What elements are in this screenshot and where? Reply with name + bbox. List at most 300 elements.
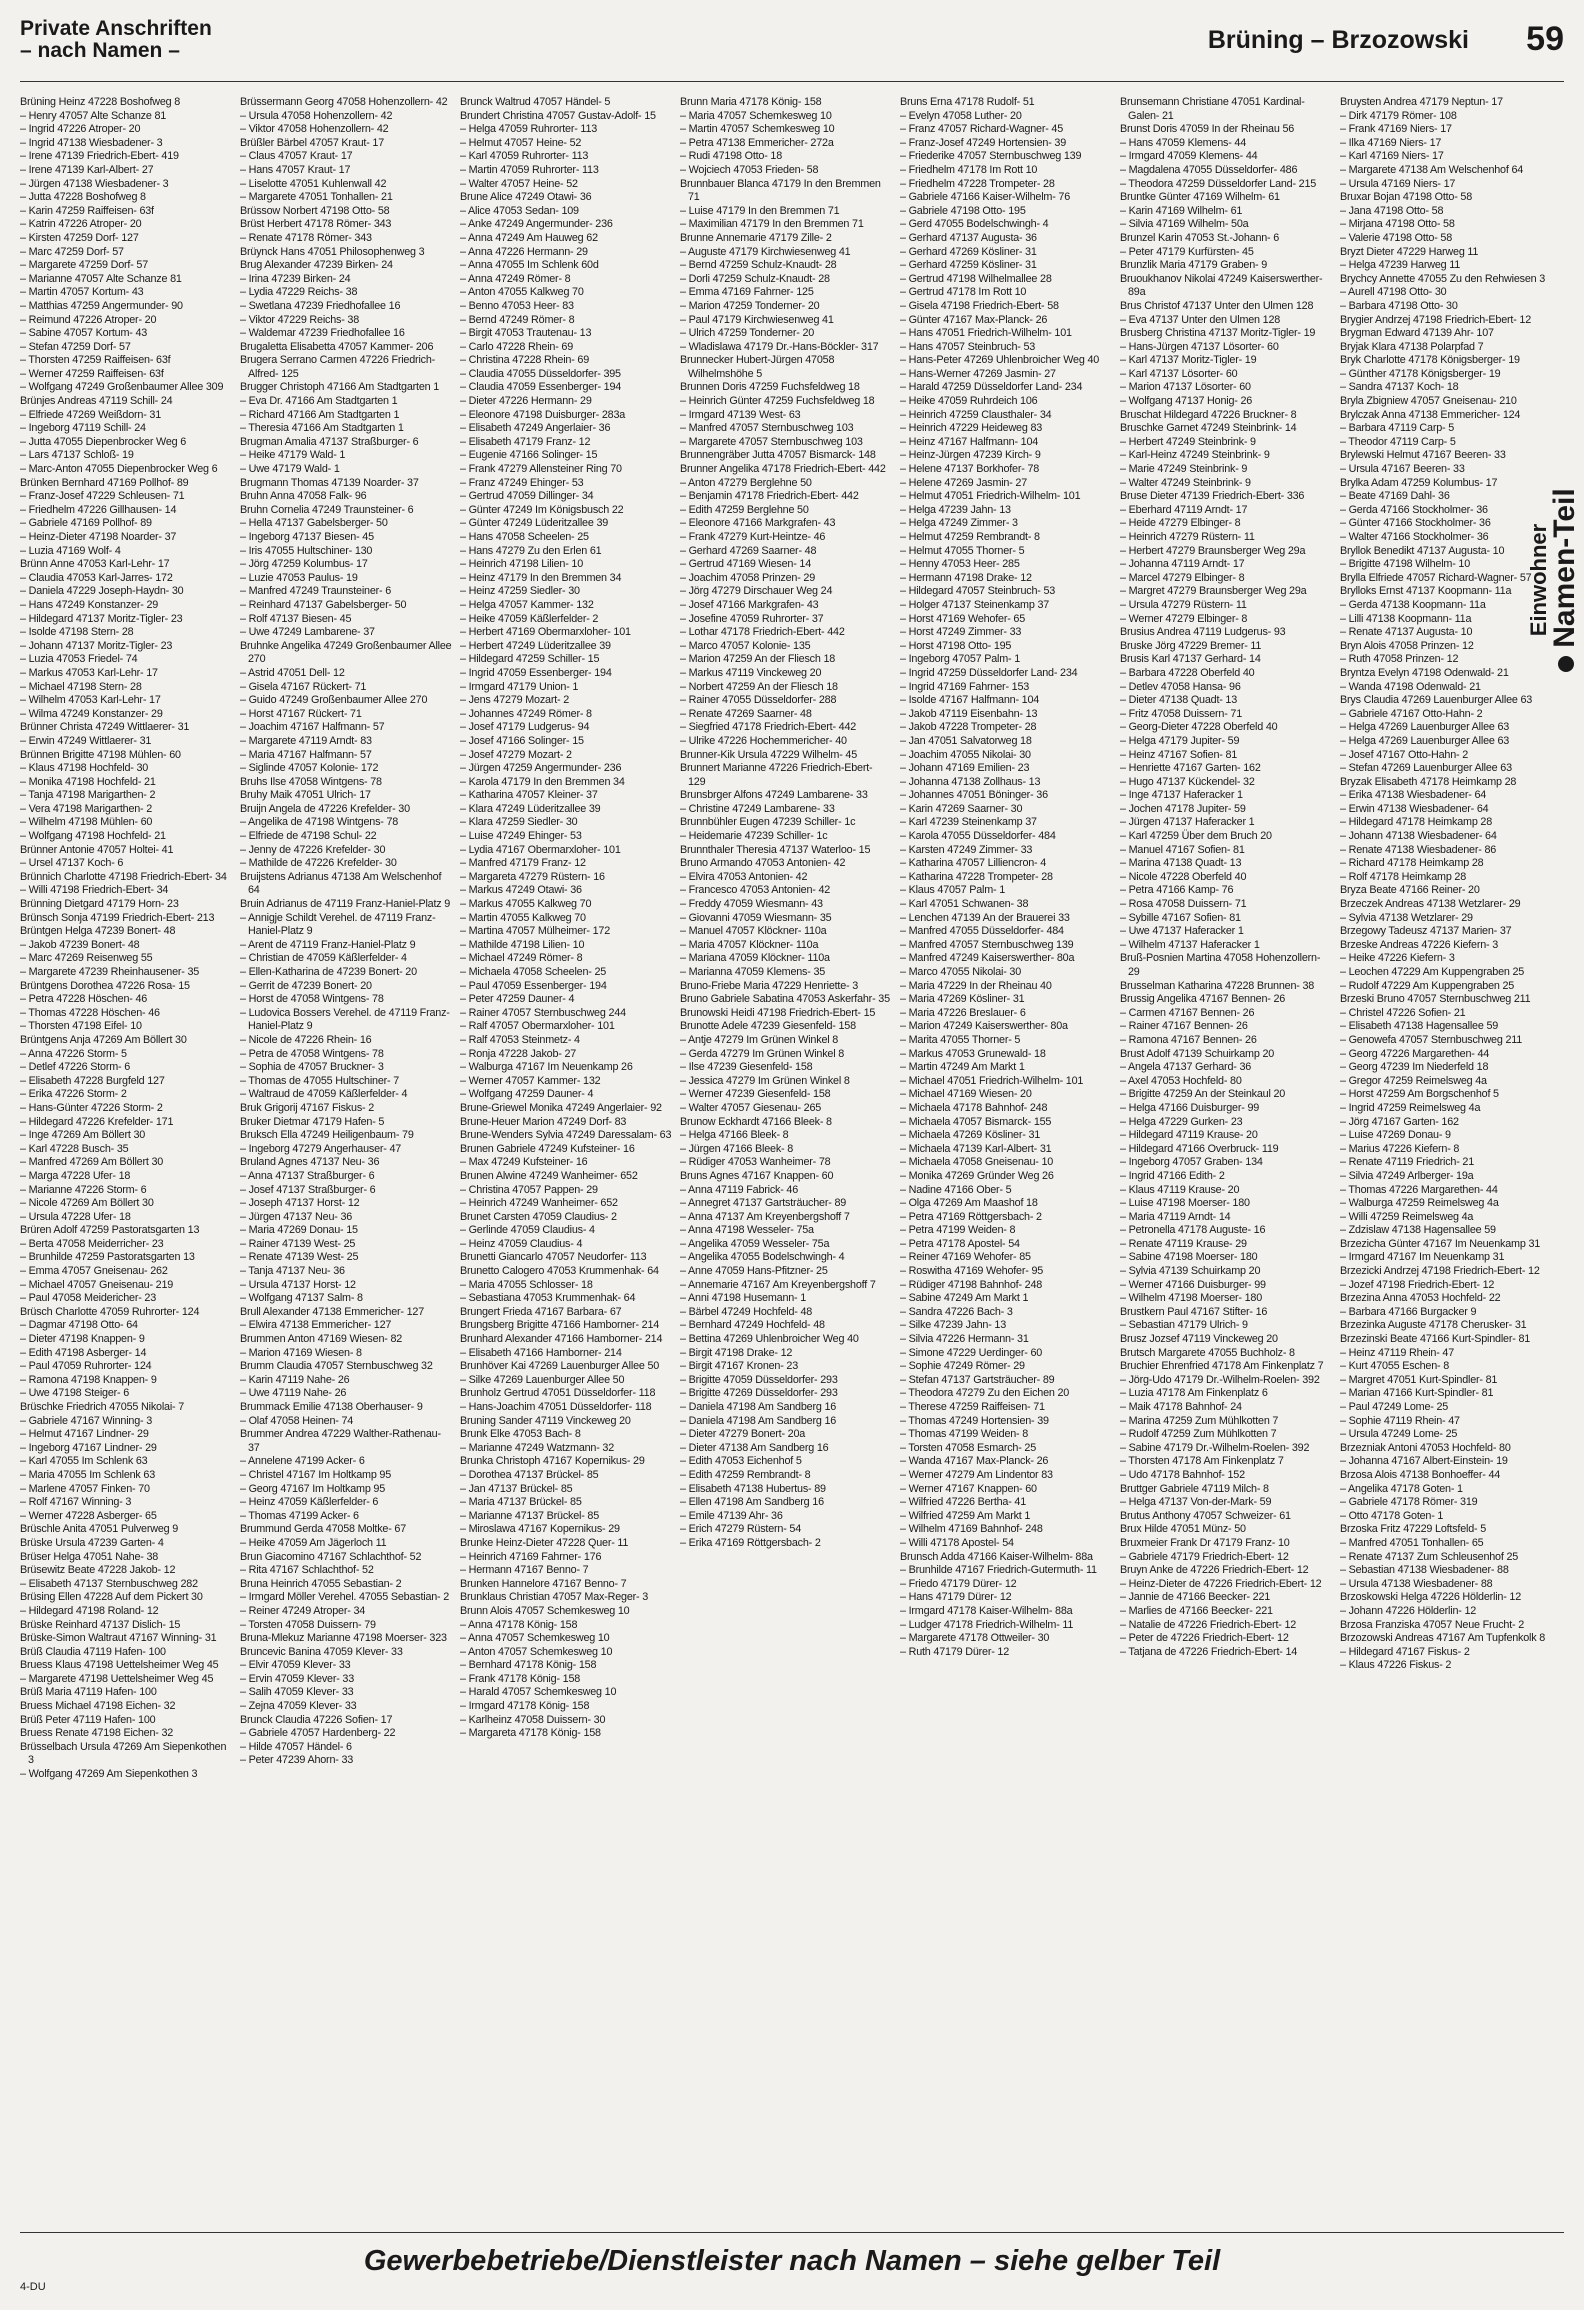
directory-entry: – Michael 47169 Wiesen- 20 <box>900 1088 1032 1101</box>
directory-entry: – Horst 47169 Wehofer- 65 <box>900 612 1026 625</box>
directory-entry: – Hans 47249 Konstanzer- 29 <box>20 598 159 611</box>
directory-entry: Brzezinski Beate 47166 Kurt-Spindler- 81 <box>1340 1333 1531 1346</box>
directory-entry: Brunotte Adele 47239 Giesenfeld- 158 <box>680 1020 856 1033</box>
directory-entry: – Karola 47055 Düsseldorfer- 484 <box>900 830 1056 843</box>
directory-entry: – Gabriele 47167 Otto-Hahn- 2 <box>1340 707 1483 720</box>
directory-entry: – Anton 47057 Schemkesweg 10 <box>460 1645 613 1658</box>
directory-entry: – Hella 47137 Gabelsberger- 50 <box>240 517 388 530</box>
directory-entry: Brunhöver Kai 47269 Lauenburger Allee 50 <box>460 1360 660 1373</box>
directory-entry: – Irmgard 47178 König- 158 <box>460 1700 590 1713</box>
directory-entry: – Ingeborg 47279 Angerhauser- 47 <box>240 1142 402 1155</box>
directory-entry: – Walburga 47259 Reimelsweg 4a <box>1340 1197 1499 1210</box>
directory-entry: – Karsten 47249 Zimmer- 33 <box>900 843 1033 856</box>
directory-entry: – Jakob 47119 Eisenbahn- 13 <box>900 707 1038 720</box>
directory-entry: Bruhy Maik 47051 Ulrich- 17 <box>240 789 371 802</box>
directory-entry: – Werner 47279 Am Lindentor 83 <box>900 1468 1053 1481</box>
directory-entry: – Valerie 47198 Otto- 58 <box>1340 231 1453 244</box>
directory-entry: – Franz-Josef 47249 Hortensien- 39 <box>900 136 1067 149</box>
directory-entry: – Ingeborg 47057 Graben- 134 <box>1120 1156 1263 1169</box>
directory-entry: – Helene 47137 Borkhofer- 78 <box>900 463 1040 476</box>
directory-entry: – Therese 47259 Raiffeisen- 71 <box>900 1401 1045 1413</box>
directory-entry: – Barbara 47228 Oberfeld 40 <box>1120 666 1255 679</box>
directory-entry: – Wolfgang 47259 Dauner- 4 <box>460 1088 594 1101</box>
directory-entry: Brzezniak Antoni 47053 Hochfeld- 80 <box>1340 1441 1511 1454</box>
directory-entry: – Marion 47169 Wiesen- 8 <box>240 1346 362 1359</box>
section-side-label <box>1526 300 1581 860</box>
directory-entry: – Maria 47055 Im Schlenk 63 <box>20 1468 156 1481</box>
directory-entry: Bruschke Garnet 47249 Steinbrink- 14 <box>1120 422 1297 435</box>
directory-entry: – Evelyn 47058 Luther- 20 <box>900 109 1022 122</box>
directory-entry: – Gerhard 47269 Kösliner- 31 <box>900 245 1037 258</box>
directory-entry: – Emma 47169 Fahrner- 125 <box>680 286 814 299</box>
directory-entry: – Renate 47178 Römer- 343 <box>240 231 372 244</box>
directory-entry: – Ursula 47228 Ufer- 18 <box>20 1210 131 1223</box>
header-rule <box>20 81 1564 82</box>
directory-entry: – Maria 47167 Halfmann- 57 <box>240 748 372 761</box>
directory-entry: – Karl 47169 Niers- 17 <box>1340 150 1444 163</box>
directory-entry: – Ingrid 47259 Reimelsweg 4a <box>1340 1101 1481 1114</box>
directory-entry: – Irene 47139 Friedrich-Ebert- 419 <box>20 150 179 163</box>
directory-entry: – Marlene 47057 Finken- 70 <box>20 1482 150 1495</box>
directory-entry: – Benno 47053 Heer- 83 <box>460 299 574 312</box>
directory-entry: Bruland Agnes 47137 Neu- 36 <box>240 1156 380 1169</box>
directory-entry: – Heinz 47259 Siedler- 30 <box>460 585 580 598</box>
directory-entry: – Christina 47228 Rhein- 69 <box>460 354 590 367</box>
directory-entry: – Peter 47239 Ahorn- 33 <box>240 1754 354 1767</box>
directory-entry: – Eugenie 47166 Solinger- 15 <box>460 449 598 462</box>
directory-entry: – Daniela 47198 Am Sandberg 16 <box>680 1414 837 1427</box>
directory-entry: – Angelika de 47198 Wintgens- 78 <box>240 816 399 829</box>
directory-entry: – Lydia 47167 Obermarxloher- 101 <box>460 843 621 856</box>
directory-entry: – Markus 47053 Grunewald- 18 <box>900 1047 1046 1060</box>
directory-entry: – Leochen 47229 Am Kuppengraben 25 <box>1340 966 1525 978</box>
directory-entry: – Maria 47269 Kösliner- 31 <box>900 993 1025 1006</box>
directory-entry: Brünnich Charlotte 47198 Friedrich-Ebert- 34 <box>20 870 227 883</box>
directory-entry: – Henriette 47167 Garten- 162 <box>1120 762 1261 775</box>
directory-entry: – Petronella 47178 Auguste- 16 <box>1120 1224 1266 1237</box>
directory-entry: – Josef 47137 Straßburger- 6 <box>240 1183 376 1196</box>
directory-entry: Brusberg Christina 47137 Moritz-Tigler- 19 <box>1120 327 1316 340</box>
directory-entry: Brünnen Brigitte 47198 Mühlen- 60 <box>20 748 181 761</box>
directory-entry: Brylewski Helmut 47167 Beeren- 33 <box>1340 449 1506 462</box>
directory-entry: Brunken Hannelore 47167 Benno- 7 <box>460 1577 627 1590</box>
directory-entry: Brüst Herbert 47178 Römer- 343 <box>240 218 392 231</box>
directory-entry: – Johann 47138 Wiesbadener- 64 <box>1340 830 1497 843</box>
directory-entry: – Hildegard 47259 Schiller- 15 <box>460 653 600 666</box>
directory-entry: – Manuel 47167 Sofien- 81 <box>1120 843 1245 856</box>
directory-entry: Bruhnke Angelika 47249 Großenbaumer Allee 270 <box>240 639 452 666</box>
directory-entry: – Harald 47259 Düsseldorfer Land- 234 <box>900 381 1083 394</box>
directory-entry: – Petra de 47058 Wintgens- 78 <box>240 1047 384 1060</box>
directory-entry: – Heike 47059 Käßlerfelder- 2 <box>460 612 599 625</box>
directory-entry: – Eva 47137 Unter den Ulmen 128 <box>1120 313 1281 326</box>
directory-entry: Brundert Christina 47057 Gustav-Adolf- 15 <box>460 109 656 122</box>
directory-entry: – Gertrud 47169 Wiesen- 14 <box>680 558 812 571</box>
directory-entry: – Luise 47198 Moerser- 180 <box>1120 1197 1250 1210</box>
directory-entry: Bryzak Elisabeth 47178 Heimkamp 28 <box>1340 775 1517 788</box>
directory-entry: Brzezicha Günter 47167 Im Neuenkamp 31 <box>1340 1237 1541 1250</box>
directory-entry: – Jörg 47279 Dirschauer Weg 24 <box>680 585 833 598</box>
directory-entry: Brunet Carsten 47059 Claudius- 2 <box>460 1210 617 1223</box>
directory-entry: Bryn Alois 47058 Prinzen- 12 <box>1340 639 1474 652</box>
footer-notice: Gewerbebetriebe/Dienstleister nach Namen – siehe gelber Teil <box>363 2245 1221 2277</box>
directory-entry: – Hildegard 47166 Overbruck- 119 <box>1120 1142 1279 1155</box>
directory-entry: – Helmut 47055 Thorner- 5 <box>900 544 1025 557</box>
directory-entry: – Walter 47166 Stockholmer- 36 <box>1340 531 1489 543</box>
directory-entry: – Liselotte 47051 Kuhlenwall 42 <box>240 177 387 190</box>
directory-entry: – Lenchen 47139 An der Brauerei 33 <box>900 911 1070 924</box>
directory-entry: – Maria 47055 Schlosser- 18 <box>460 1278 593 1291</box>
directory-entry: – Christina 47057 Pappen- 29 <box>460 1183 598 1196</box>
directory-entry: – Ilse 47239 Giesenfeld- 158 <box>680 1061 813 1074</box>
directory-entry: – Horst 47198 Otto- 195 <box>900 639 1012 652</box>
directory-entry: – Werner 47167 Knappen- 60 <box>900 1482 1037 1495</box>
directory-entry: – Hildegard 47178 Heimkamp 28 <box>1340 816 1493 829</box>
directory-entry: – Uwe 47179 Wald- 1 <box>240 463 340 476</box>
directory-entry: Bruning Sander 47119 Vinckeweg 20 <box>460 1414 631 1427</box>
directory-entry: – Markus 47119 Vinckeweg 20 <box>680 666 822 679</box>
directory-entry: – Michaela 47057 Bismarck- 155 <box>900 1115 1052 1128</box>
directory-entry: – Günter 47249 Im Königsbusch 22 <box>460 503 624 516</box>
directory-entry: – Hildegard 47198 Roland- 12 <box>20 1604 159 1617</box>
directory-entry: – Zejna 47059 Klever- 33 <box>240 1700 357 1713</box>
directory-entry: – Helmut 47057 Heine- 52 <box>460 136 582 149</box>
directory-entry: – Maria 47229 In der Rheinau 40 <box>900 979 1052 992</box>
directory-entry: – Brunhilde 47259 Pastoratsgarten 13 <box>20 1251 195 1264</box>
directory-entry: Brunsemann Christiane 47051 Kardinal-Galen- 21 <box>1120 96 1305 122</box>
directory-entry: – Claudia 47055 Düsseldorfer- 395 <box>460 367 621 380</box>
directory-entry: – Anna 47198 Wesseler- 75a <box>680 1224 814 1237</box>
directory-entry: Brunklaus Christian 47057 Max-Reger- 3 <box>460 1591 649 1604</box>
directory-entry: – Wilma 47249 Konstanzer- 29 <box>20 707 163 720</box>
directory-entry: – Wojciech 47053 Frieden- 58 <box>680 163 819 176</box>
directory-entry: – Richard 47178 Heimkamp 28 <box>1340 857 1484 870</box>
footer-code: 4-DU <box>20 2281 46 2293</box>
directory-entry: – Marcel 47279 Elbinger- 8 <box>1120 571 1245 584</box>
directory-entry: – Siglinde 47057 Kolonie- 172 <box>240 762 379 775</box>
directory-entry: – Bernhard 47249 Hochfeld- 48 <box>680 1319 825 1332</box>
directory-entry: – Thomas 47226 Margarethen- 44 <box>1340 1183 1498 1196</box>
directory-entry: Brunnecker Hubert-Jürgen 47058 Wilhelmshöhe 5 <box>680 354 835 380</box>
directory-entry: – Ulrich 47259 Tonderner- 20 <box>680 327 815 340</box>
directory-entry: – Gabriele 47166 Kaiser-Wilhelm- 76 <box>900 191 1071 204</box>
directory-entry: – Thomas 47228 Höschen- 46 <box>20 1006 160 1019</box>
directory-entry: Bryza Beate 47166 Reiner- 20 <box>1340 884 1480 897</box>
directory-entry: – Johann 47169 Emilien- 23 <box>900 762 1030 775</box>
directory-entry: – Richard 47166 Am Stadtgarten 1 <box>240 408 400 421</box>
directory-entry: – Karin 47259 Raiffeisen- 63f <box>20 204 154 217</box>
directory-entry: Brüßler Bärbel 47057 Kraut- 17 <box>240 136 385 149</box>
directory-entry: – Alice 47053 Sedan- 109 <box>460 204 579 217</box>
directory-entry: Brusius Andrea 47119 Ludgerus- 93 <box>1120 626 1286 639</box>
directory-entry: – Manfred 47269 Am Böllert 30 <box>20 1156 164 1169</box>
directory-entry: – Gerd 47055 Bodelschwingh- 4 <box>900 218 1049 231</box>
directory-entry: – Karin 47169 Wilhelm- 61 <box>1120 204 1243 217</box>
directory-entry: Brunck Claudia 47226 Sofien- 17 <box>240 1713 393 1726</box>
directory-entry: Brummen Anton 47169 Wiesen- 82 <box>240 1333 403 1346</box>
directory-entry: Brüske Ursula 47239 Garten- 4 <box>20 1536 164 1549</box>
directory-entry: – Eberhard 47119 Arndt- 17 <box>1120 503 1248 516</box>
directory-entry: – Friedhelm 47226 Gillhausen- 14 <box>20 503 177 516</box>
directory-entry: – Gabriele 47179 Friedrich-Ebert- 12 <box>1120 1550 1289 1563</box>
directory-entry: – Mathilde de 47226 Krefelder- 30 <box>240 857 397 870</box>
directory-entry: – Petra 47228 Höschen- 46 <box>20 993 148 1006</box>
directory-entry: – Elfriede 47269 Weißdorn- 31 <box>20 408 162 421</box>
directory-entry: – Renate 47119 Friedrich- 21 <box>1340 1156 1475 1169</box>
directory-entry: – Genowefa 47057 Sternbuschweg 211 <box>1340 1033 1523 1046</box>
directory-entry: – Martin 47057 Kortum- 43 <box>20 286 144 299</box>
directory-entry: – Hans-Werner 47269 Jasmin- 27 <box>900 367 1056 380</box>
directory-entry: – Wilfried 47259 Am Markt 1 <box>900 1509 1031 1522</box>
directory-entry: – Josef 47279 Mozart- 2 <box>460 748 572 761</box>
directory-entry: – Jutta 47055 Diepenbrocker Weg 6 <box>20 435 187 448</box>
directory-entry: – Michaela 47058 Scheelen- 25 <box>460 966 607 978</box>
directory-entry: – Elwira 47138 Emmericher- 127 <box>240 1319 392 1332</box>
directory-entry: – Jan 47137 Brückel- 85 <box>460 1482 573 1495</box>
directory-entry: – Petra 47199 Weiden- 8 <box>900 1224 1016 1237</box>
directory-entry: – Fritz 47058 Duissern- 71 <box>1120 707 1243 720</box>
directory-entry: – Heinrich 47198 Lilien- 10 <box>460 558 584 571</box>
directory-entry: – Anna 47055 Im Schlenk 60d <box>460 259 599 272</box>
directory-entry: Brunner-Kik Ursula 47229 Wilhelm- 45 <box>680 748 858 761</box>
directory-entry: – Markus 47055 Kalkweg 70 <box>460 898 592 911</box>
directory-entry: – Thomas 47249 Hortensien- 39 <box>900 1414 1049 1427</box>
directory-entry: – Anton 47279 Berglehne 50 <box>680 476 812 489</box>
directory-entry: Brüß Claudia 47119 Hafen- 100 <box>20 1645 166 1658</box>
side-label-names <box>1548 300 1582 860</box>
directory-entry: – Ingeborg 47167 Lindner- 29 <box>20 1441 157 1454</box>
directory-entry: – Rainer 47139 West- 25 <box>240 1237 356 1250</box>
directory-entry: – Brigitte 47269 Düsseldorfer- 293 <box>680 1387 838 1400</box>
directory-entry: – Gerhard 47137 Augusta- 36 <box>900 231 1037 244</box>
directory-entry: – Gerlinde 47059 Claudius- 4 <box>460 1224 595 1237</box>
directory-entry: – Ervin 47059 Klever- 33 <box>240 1672 355 1685</box>
directory-entry: – Heide 47279 Elbinger- 8 <box>1120 517 1241 530</box>
directory-entry: – Dieter 47138 Quadt- 13 <box>1120 694 1238 707</box>
directory-entry: Bruna-Mlekuz Marianne 47198 Moerser- 323 <box>240 1632 447 1645</box>
directory-entry: – Luzie 47053 Paulus- 19 <box>240 571 358 584</box>
directory-entry: – Christel 47226 Sofien- 21 <box>1340 1006 1466 1019</box>
directory-entry: – Hans-Günter 47226 Storm- 2 <box>20 1101 163 1114</box>
directory-entry: – Simone 47229 Uerdinger- 60 <box>900 1346 1043 1359</box>
directory-entry: – Thorsten 47198 Eifel- 10 <box>20 1020 142 1033</box>
directory-entry: – Rüdiger 47053 Wanheimer- 78 <box>680 1156 831 1169</box>
directory-entry: – Herbert 47169 Obermarxloher- 101 <box>460 626 631 639</box>
directory-entry: – Inge 47269 Am Böllert 30 <box>20 1129 146 1142</box>
directory-entry: – Margarete 47198 Uettelsheimer Weg 45 <box>20 1672 214 1685</box>
directory-entry: – Ursula 47058 Hohenzollern- 42 <box>240 109 393 122</box>
directory-entry: – Torsten 47058 Duissern- 79 <box>240 1618 376 1631</box>
directory-entry: Brüske Reinhard 47137 Dislich- 15 <box>20 1618 181 1631</box>
directory-entry: – Jürgen 47166 Bleek- 8 <box>680 1142 794 1155</box>
directory-entry: – Maria 47057 Schemkesweg 10 <box>680 109 832 122</box>
directory-entry: – Holger 47137 Steinenkamp 37 <box>900 598 1050 611</box>
directory-entry: – Helga 47166 Bleek- 8 <box>680 1129 789 1142</box>
directory-entry: – Gertrud 47059 Dillinger- 34 <box>460 490 594 503</box>
directory-entry: – Rainer 47055 Düsseldorfer- 288 <box>680 694 837 707</box>
directory-entry: Brunnthaler Theresia 47137 Waterloo- 15 <box>680 843 871 856</box>
directory-entry: Brunk Elke 47053 Bach- 8 <box>460 1428 581 1441</box>
directory-entry: – Iris 47055 Hultschiner- 130 <box>240 544 373 557</box>
directory-entry: – Nicole 47228 Oberfeld 40 <box>1120 870 1247 883</box>
directory-entry: – Marianne 47249 Watzmann- 32 <box>460 1441 615 1454</box>
directory-entry: – Erika 47226 Storm- 2 <box>20 1088 127 1101</box>
directory-entry: – Hans 47057 Steinbruch- 53 <box>900 340 1036 353</box>
directory-entry: – Marina 47138 Quadt- 13 <box>1120 857 1242 870</box>
directory-entry: – Werner 47057 Kammer- 132 <box>460 1074 601 1087</box>
directory-entry: – Frank 47178 König- 158 <box>460 1672 581 1685</box>
directory-entry: Brugger Christoph 47166 Am Stadtgarten 1 <box>240 381 440 394</box>
directory-entry: – Karola 47179 In den Bremmen 34 <box>460 775 625 788</box>
directory-entry: – Anna 47226 Hermann- 29 <box>460 245 588 258</box>
directory-entry: – Ursula 47167 Beeren- 33 <box>1340 463 1465 476</box>
directory-entry: Bruhn Cornelia 47249 Traunsteiner- 6 <box>240 503 414 516</box>
directory-entry: – Reinhard 47137 Gabelsberger- 50 <box>240 598 407 611</box>
directory-entry: – Manuel 47057 Klöckner- 110a <box>680 925 827 938</box>
directory-entry: Bruncevic Banina 47059 Klever- 33 <box>240 1645 403 1658</box>
directory-entry: – Bernhard 47178 König- 158 <box>460 1659 597 1672</box>
directory-entry: – Heinz 47059 Claudius- 4 <box>460 1237 583 1250</box>
directory-entry: – Michael 47051 Friedrich-Wilhelm- 101 <box>900 1074 1084 1087</box>
directory-entry: Bruxar Bojan 47198 Otto- 58 <box>1340 191 1473 204</box>
directory-entry: – Luise 47249 Ehinger- 53 <box>460 830 582 843</box>
directory-entry: – Markus 47053 Karl-Lehr- 17 <box>20 666 158 679</box>
directory-entry: – Martin 47249 Am Markt 1 <box>900 1061 1025 1074</box>
directory-entry: Bruntke Günter 47169 Wilhelm- 61 <box>1120 191 1280 204</box>
directory-entry: – Olaf 47058 Heinen- 74 <box>240 1414 354 1427</box>
directory-entry: – Karl 47059 Ruhrorter- 113 <box>460 150 589 163</box>
directory-entry: – Hans 47179 Dürer- 12 <box>900 1591 1012 1604</box>
directory-entry: – Walter 47057 Heine- 52 <box>460 177 578 190</box>
directory-entry: – Günter 47166 Stockholmer- 36 <box>1340 517 1491 530</box>
directory-entry: Brumm Claudia 47057 Sternbuschweg 32 <box>240 1360 433 1373</box>
side-label-names-text: Namen-Teil <box>1548 488 1581 648</box>
directory-entry: – Anna 47119 Fabrick- 46 <box>680 1183 799 1196</box>
directory-entry: – Ronja 47228 Jakob- 27 <box>460 1047 577 1060</box>
directory-entry: – Nicole de 47226 Rhein- 16 <box>240 1033 372 1046</box>
directory-entry: – Erwin 47138 Wiesbadener- 64 <box>1340 802 1489 815</box>
directory-entry: Brüynck Hans 47051 Philosophenweg 3 <box>240 245 425 258</box>
directory-entry: – Marian 47166 Kurt-Spindler- 81 <box>1340 1387 1494 1400</box>
directory-entry: – Frank 47279 Allensteiner Ring 70 <box>460 463 622 476</box>
directory-entry: – Petra 47166 Kamp- 76 <box>1120 884 1234 897</box>
directory-entry: – Aurell 47198 Otto- 30 <box>1340 286 1447 299</box>
directory-entry: Brugera Serrano Carmen 47226 Friedrich-Alfred- 125 <box>240 354 436 380</box>
directory-entry: – Heinrich 47229 Heideweg 83 <box>900 422 1043 435</box>
directory-entry: – Helga 47059 Ruhrorter- 113 <box>460 123 598 136</box>
directory-entry: – Katharina 47228 Trompeter- 28 <box>900 870 1053 883</box>
directory-entry: Bruno Gabriele Sabatina 47053 Askerfahr- 35 <box>680 993 890 1006</box>
directory-entry: – Wanda 47198 Odenwald- 21 <box>1340 680 1481 693</box>
directory-entry: Brychcy Annette 47055 Zu den Rehwiesen 3 <box>1340 272 1546 285</box>
directory-entry: – Sandra 47226 Bach- 3 <box>900 1305 1013 1318</box>
directory-entry: – Jenny de 47226 Krefelder- 30 <box>240 843 386 856</box>
directory-entry: – Margarete 47259 Dorf- 57 <box>20 259 149 272</box>
directory-entry: – Henry 47057 Alte Schanze 81 <box>20 109 167 122</box>
directory-entry: – Elisabeth 47138 Hubertus- 89 <box>680 1482 826 1495</box>
directory-entry: – Heinz 47179 In den Bremmen 34 <box>460 571 622 584</box>
directory-entry: – Ingrid 47059 Essenberger- 194 <box>460 666 612 679</box>
page-footer <box>20 2232 1564 2293</box>
directory-entry: Brüsing Ellen 47228 Auf dem Pickert 30 <box>20 1591 203 1604</box>
directory-entry: – Hans-Joachim 47051 Düsseldorfer- 118 <box>460 1401 652 1413</box>
directory-entry: – Wolfgang 47249 Großenbaumer Allee 309 <box>20 381 224 394</box>
directory-entry: – Elfriede de 47198 Schul- 22 <box>240 830 377 843</box>
directory-entry: – Eleonore 47198 Duisburger- 283a <box>460 408 626 421</box>
directory-entry: – Marga 47228 Ufer- 18 <box>20 1169 131 1182</box>
directory-entry: Brutus Anthony 47057 Schweizer- 61 <box>1120 1509 1291 1522</box>
directory-entry: – Manfred 47249 Kaiserswerther- 80a <box>900 952 1075 965</box>
directory-entry: – Horst 47167 Rückert- 71 <box>240 707 362 720</box>
directory-entry: – Elisabeth 47179 Franz- 12 <box>460 435 591 448</box>
directory-entry: – Jörg 47259 Kolumbus- 17 <box>240 558 368 571</box>
directory-entry: – Benjamin 47178 Friedrich-Ebert- 442 <box>680 490 859 503</box>
directory-entry: – Josef 47166 Solinger- 15 <box>460 734 584 747</box>
directory-entry: Brusz Jozsef 47119 Vinckeweg 20 <box>1120 1333 1278 1346</box>
directory-entry: – Annegret 47137 Gartsträucher- 89 <box>680 1197 847 1210</box>
directory-entry: – Edith 47259 Rembrandt- 8 <box>680 1468 811 1481</box>
directory-entry: – Brigitte 47198 Wilhelm- 10 <box>1340 558 1471 571</box>
directory-entry: – Salih 47059 Klever- 33 <box>240 1686 354 1699</box>
directory-entry: – Marlies de 47166 Beecker- 221 <box>1120 1604 1273 1617</box>
directory-entry: Brunetti Giancarlo 47057 Neudorfer- 113 <box>460 1251 647 1264</box>
directory-entry: – Katharina 47057 Kleiner- 37 <box>460 789 598 802</box>
directory-entry: – Markus 47249 Otawi- 36 <box>460 884 582 897</box>
directory-entry: – Jannie de 47166 Beecker- 221 <box>1120 1591 1271 1604</box>
directory-entry: – Bernd 47259 Schulz-Knaudt- 28 <box>680 259 837 272</box>
directory-entry: – Angelika 47059 Wesseler- 75a <box>680 1237 830 1250</box>
directory-entry: – Stefan 47259 Dorf- 57 <box>20 340 131 353</box>
directory-entry: – Wolfgang 47269 Am Siepenkothen 3 <box>20 1768 198 1781</box>
directory-entry: – Jessica 47279 Im Grünen Winkel 8 <box>680 1074 850 1087</box>
directory-entry: Brzosa Franziska 47057 Neue Frucht- 2 <box>1340 1618 1525 1631</box>
directory-entry: Brunsch Adda 47166 Kaiser-Wilhelm- 88a <box>900 1550 1093 1563</box>
directory-entry: – Emile 47139 Ahr- 36 <box>680 1509 783 1522</box>
directory-entry: – Roswitha 47169 Wehofer- 95 <box>900 1265 1044 1278</box>
directory-entry: – Sabine 47249 Am Markt 1 <box>900 1292 1029 1305</box>
directory-entry: Brünken Bernhard 47169 Pollhof- 89 <box>20 476 189 489</box>
listing-column-1 <box>20 96 232 2216</box>
directory-entry: – Wolfgang 47137 Honig- 26 <box>1120 395 1253 408</box>
directory-entry: – Joachim 47167 Halfmann- 57 <box>240 721 385 734</box>
directory-entry: – Karl-Heinz 47249 Steinbrink- 9 <box>1120 449 1270 462</box>
directory-entry: – Klaus 47057 Palm- 1 <box>900 884 1006 897</box>
directory-entry: Brunner Angelika 47178 Friedrich-Ebert- 442 <box>680 463 886 476</box>
directory-entry: – Klaus 47226 Fiskus- 2 <box>1340 1659 1452 1672</box>
directory-entry: Brugmann Thomas 47139 Noarder- 37 <box>240 476 419 489</box>
directory-entry: – Gerrit de 47239 Bonert- 20 <box>240 979 372 992</box>
directory-entry: Brull Alexander 47138 Emmericher- 127 <box>240 1305 425 1318</box>
directory-entry: – Günter 47249 Lüderitzallee 39 <box>460 517 609 530</box>
directory-entry: – Wilhelm 47137 Haferacker 1 <box>1120 938 1260 951</box>
directory-entry: Bruk Grigorij 47167 Fiskus- 2 <box>240 1101 375 1114</box>
directory-entry: – Isolde 47167 Halfmann- 104 <box>900 694 1040 707</box>
directory-entry: Brunnbauer Blanca 47179 In den Bremmen 71 <box>680 177 881 204</box>
directory-entry: – Bärbel 47249 Hochfeld- 48 <box>680 1305 813 1318</box>
directory-entry: – Hans-Peter 47269 Uhlenbroicher Weg 40 <box>900 354 1100 367</box>
directory-entry: – Marius 47226 Kiefern- 8 <box>1340 1142 1460 1155</box>
directory-entry: – Frank 47169 Niers- 17 <box>1340 123 1452 136</box>
directory-entry: – Wolfgang 47198 Hochfeld- 21 <box>20 830 166 843</box>
directory-entry: – Barbara 47166 Burgacker 9 <box>1340 1305 1477 1318</box>
directory-entry: – Petra 47138 Emmericher- 272a <box>680 136 834 149</box>
directory-entry: – Astrid 47051 Dell- 12 <box>240 666 345 679</box>
directory-entry: – Paul 47058 Meidericher- 23 <box>20 1292 157 1305</box>
directory-entry: – Gerda 47279 Im Grünen Winkel 8 <box>680 1047 845 1060</box>
name-range: Brüning – Brzozowski <box>1207 26 1469 54</box>
directory-entry: – Gerda 47138 Koopmann- 11a <box>1340 598 1486 611</box>
directory-entry: – Ursula 47279 Rüstern- 11 <box>1120 598 1247 611</box>
